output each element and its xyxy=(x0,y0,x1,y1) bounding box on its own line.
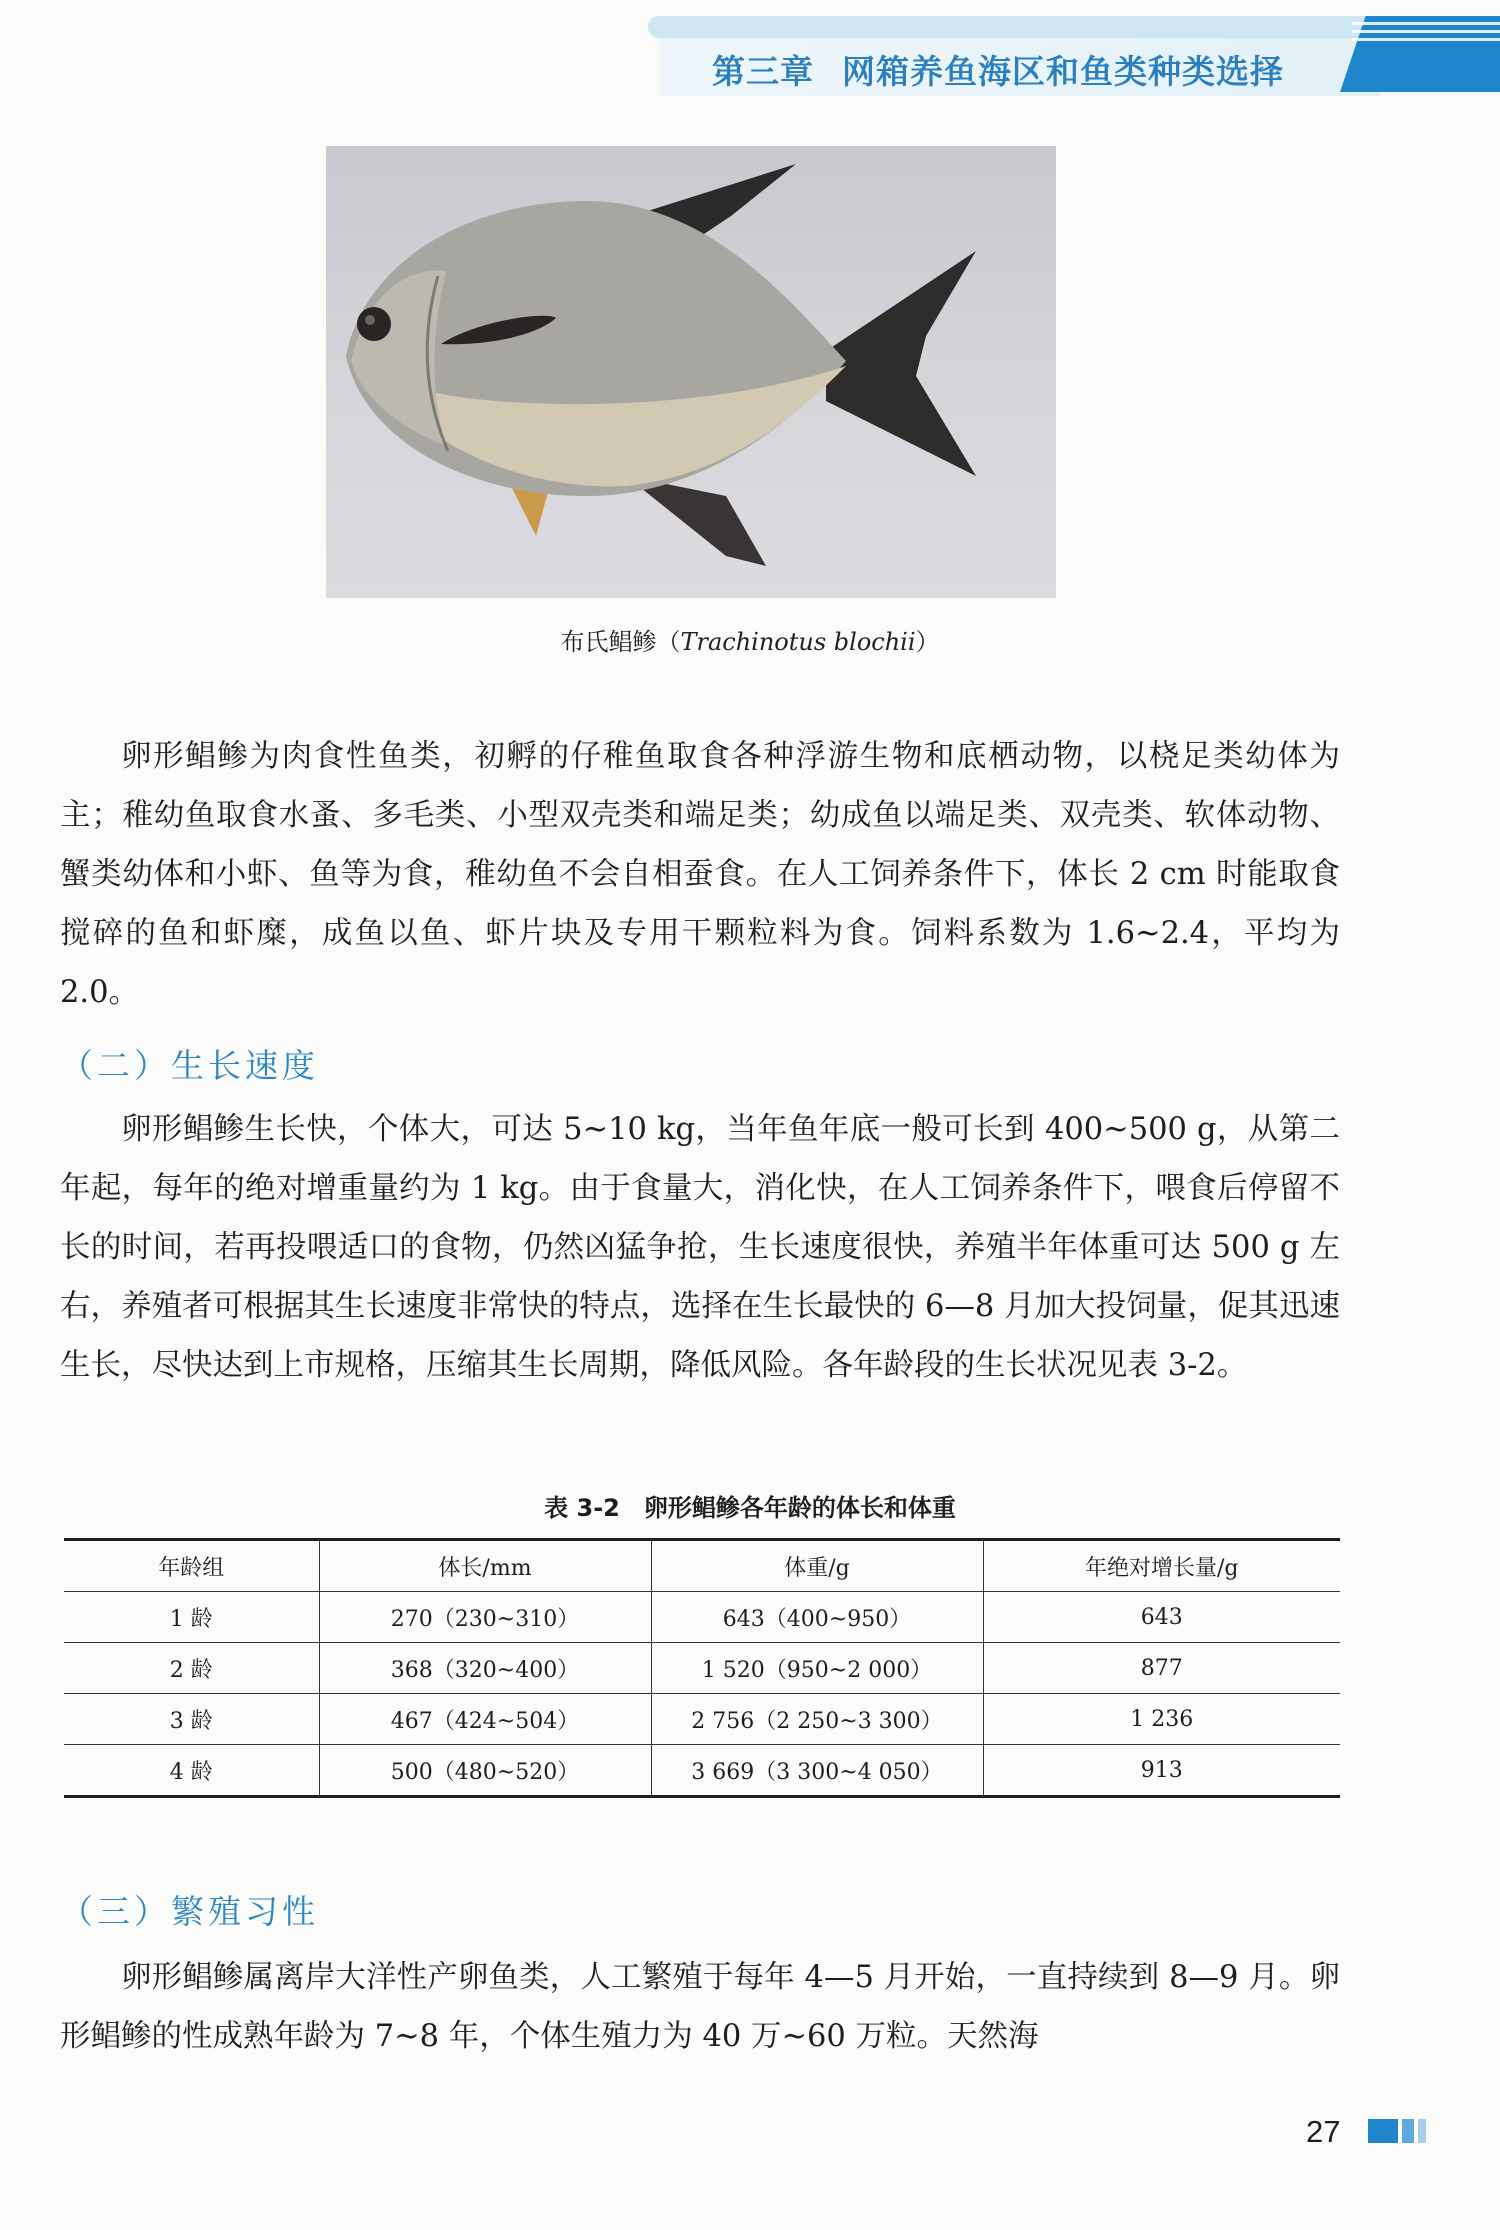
page-marker xyxy=(1402,2119,1414,2143)
section-heading-growth: （二）生长速度 xyxy=(60,1046,319,1085)
table-cell: 467（424~504） xyxy=(319,1694,651,1745)
paragraph-feeding: 卵形鲳鲹为肉食性鱼类，初孵的仔稚鱼取食各种浮游生物和底栖动物，以桡足类幼体为主；稚幼鱼取食水蚤、多毛类、小型双壳类和端足类；幼成鱼以端足类、双壳类、软体动物、蟹类幼体和小虾、鱼等为食，稚幼鱼不会自相蚕食。在人工饲养条件下，体长 2 cm 时能取食搅碎的鱼和虾糜，成鱼以鱼、虾片块及专用干颗粒料为食。饲料系数为 1.6~2.4，平均为 2.0。 xyxy=(60,739,1340,1010)
table-cell: 2 龄 xyxy=(64,1643,319,1694)
page-marker xyxy=(1368,2119,1398,2143)
growth-table xyxy=(64,1538,1340,1798)
table-cell: 877 xyxy=(983,1643,1340,1694)
column-header: 体重/g xyxy=(651,1540,983,1592)
table-cell: 500（480~520） xyxy=(319,1745,651,1797)
page-number: 27 xyxy=(1306,2114,1341,2149)
table-cell: 1 龄 xyxy=(64,1592,319,1643)
table-cell: 368（320~400） xyxy=(319,1643,651,1694)
table-cell: 3 669（3 300~4 050） xyxy=(651,1745,983,1797)
column-header: 体长/mm xyxy=(319,1540,651,1592)
figure-caption xyxy=(0,622,1500,657)
chapter-title: 网箱养鱼海区和鱼类种类选择 xyxy=(842,52,1284,91)
table-row xyxy=(64,1592,1340,1643)
table-cell: 4 龄 xyxy=(64,1745,319,1797)
table-header-row xyxy=(64,1540,1340,1592)
table-row xyxy=(64,1643,1340,1694)
fish-illustration xyxy=(326,146,1056,598)
table-cell: 643（400~950） xyxy=(651,1592,983,1643)
table-cell: 643 xyxy=(983,1592,1340,1643)
table-cell: 3 龄 xyxy=(64,1694,319,1745)
section-heading-reproduction: （三）繁殖习性 xyxy=(60,1892,319,1931)
header-stripes xyxy=(1352,22,1500,46)
fish-photo xyxy=(326,146,1056,598)
paragraph-growth: 卵形鲳鲹生长快，个体大，可达 5~10 kg，当年鱼年底一般可长到 400~500 g，从第二年起，每年的绝对增重量约为 1 kg。由于食量大，消化快，在人工饲养条件下，喂食后停留不长的时间，若再投喂适口的食物，仍然凶猛争抢，生长速度很快，养殖半年体重可达 500 g 左右，养殖者可根据其生长速度非常快的特点，选择在生长最快的 6—8 月加大投饲量，促其迅速生长，尽快达到上市规格，压缩其生长周期，降低风险。各年龄段的生长状况见表 3-2。 xyxy=(60,1112,1340,1383)
caption-latin: Trachinotus blochii xyxy=(680,628,916,656)
column-header: 年绝对增长量/g xyxy=(983,1540,1340,1592)
paragraph-reproduction: 卵形鲳鲹属离岸大洋性产卵鱼类，人工繁殖于每年 4—5 月开始，一直持续到 8—9 月。卵形鲳鲹的性成熟年龄为 7~8 年，个体生殖力为 40 万~60 万粒。天然海 xyxy=(60,1960,1340,2054)
table-row xyxy=(64,1745,1340,1797)
caption-cn: 布氏鲳鲹（ xyxy=(560,628,681,656)
table-cell: 1 520（950~2 000） xyxy=(651,1643,983,1694)
chapter-number: 第三章 xyxy=(712,52,814,91)
page-marker xyxy=(1418,2119,1426,2143)
table-cell: 270（230~310） xyxy=(319,1592,651,1643)
table-title: 表 3-2 卵形鲳鲹各年龄的体长和体重 xyxy=(544,1494,956,1522)
table-cell: 913 xyxy=(1140,1757,1183,1783)
column-header: 年龄组 xyxy=(64,1540,319,1592)
chapter-header xyxy=(712,46,1284,93)
table-cell: 2 756（2 250~3 300） xyxy=(651,1694,983,1745)
table-row xyxy=(64,1694,1340,1745)
table-cell: 1 236 xyxy=(983,1694,1340,1745)
caption-end: ） xyxy=(915,628,940,656)
